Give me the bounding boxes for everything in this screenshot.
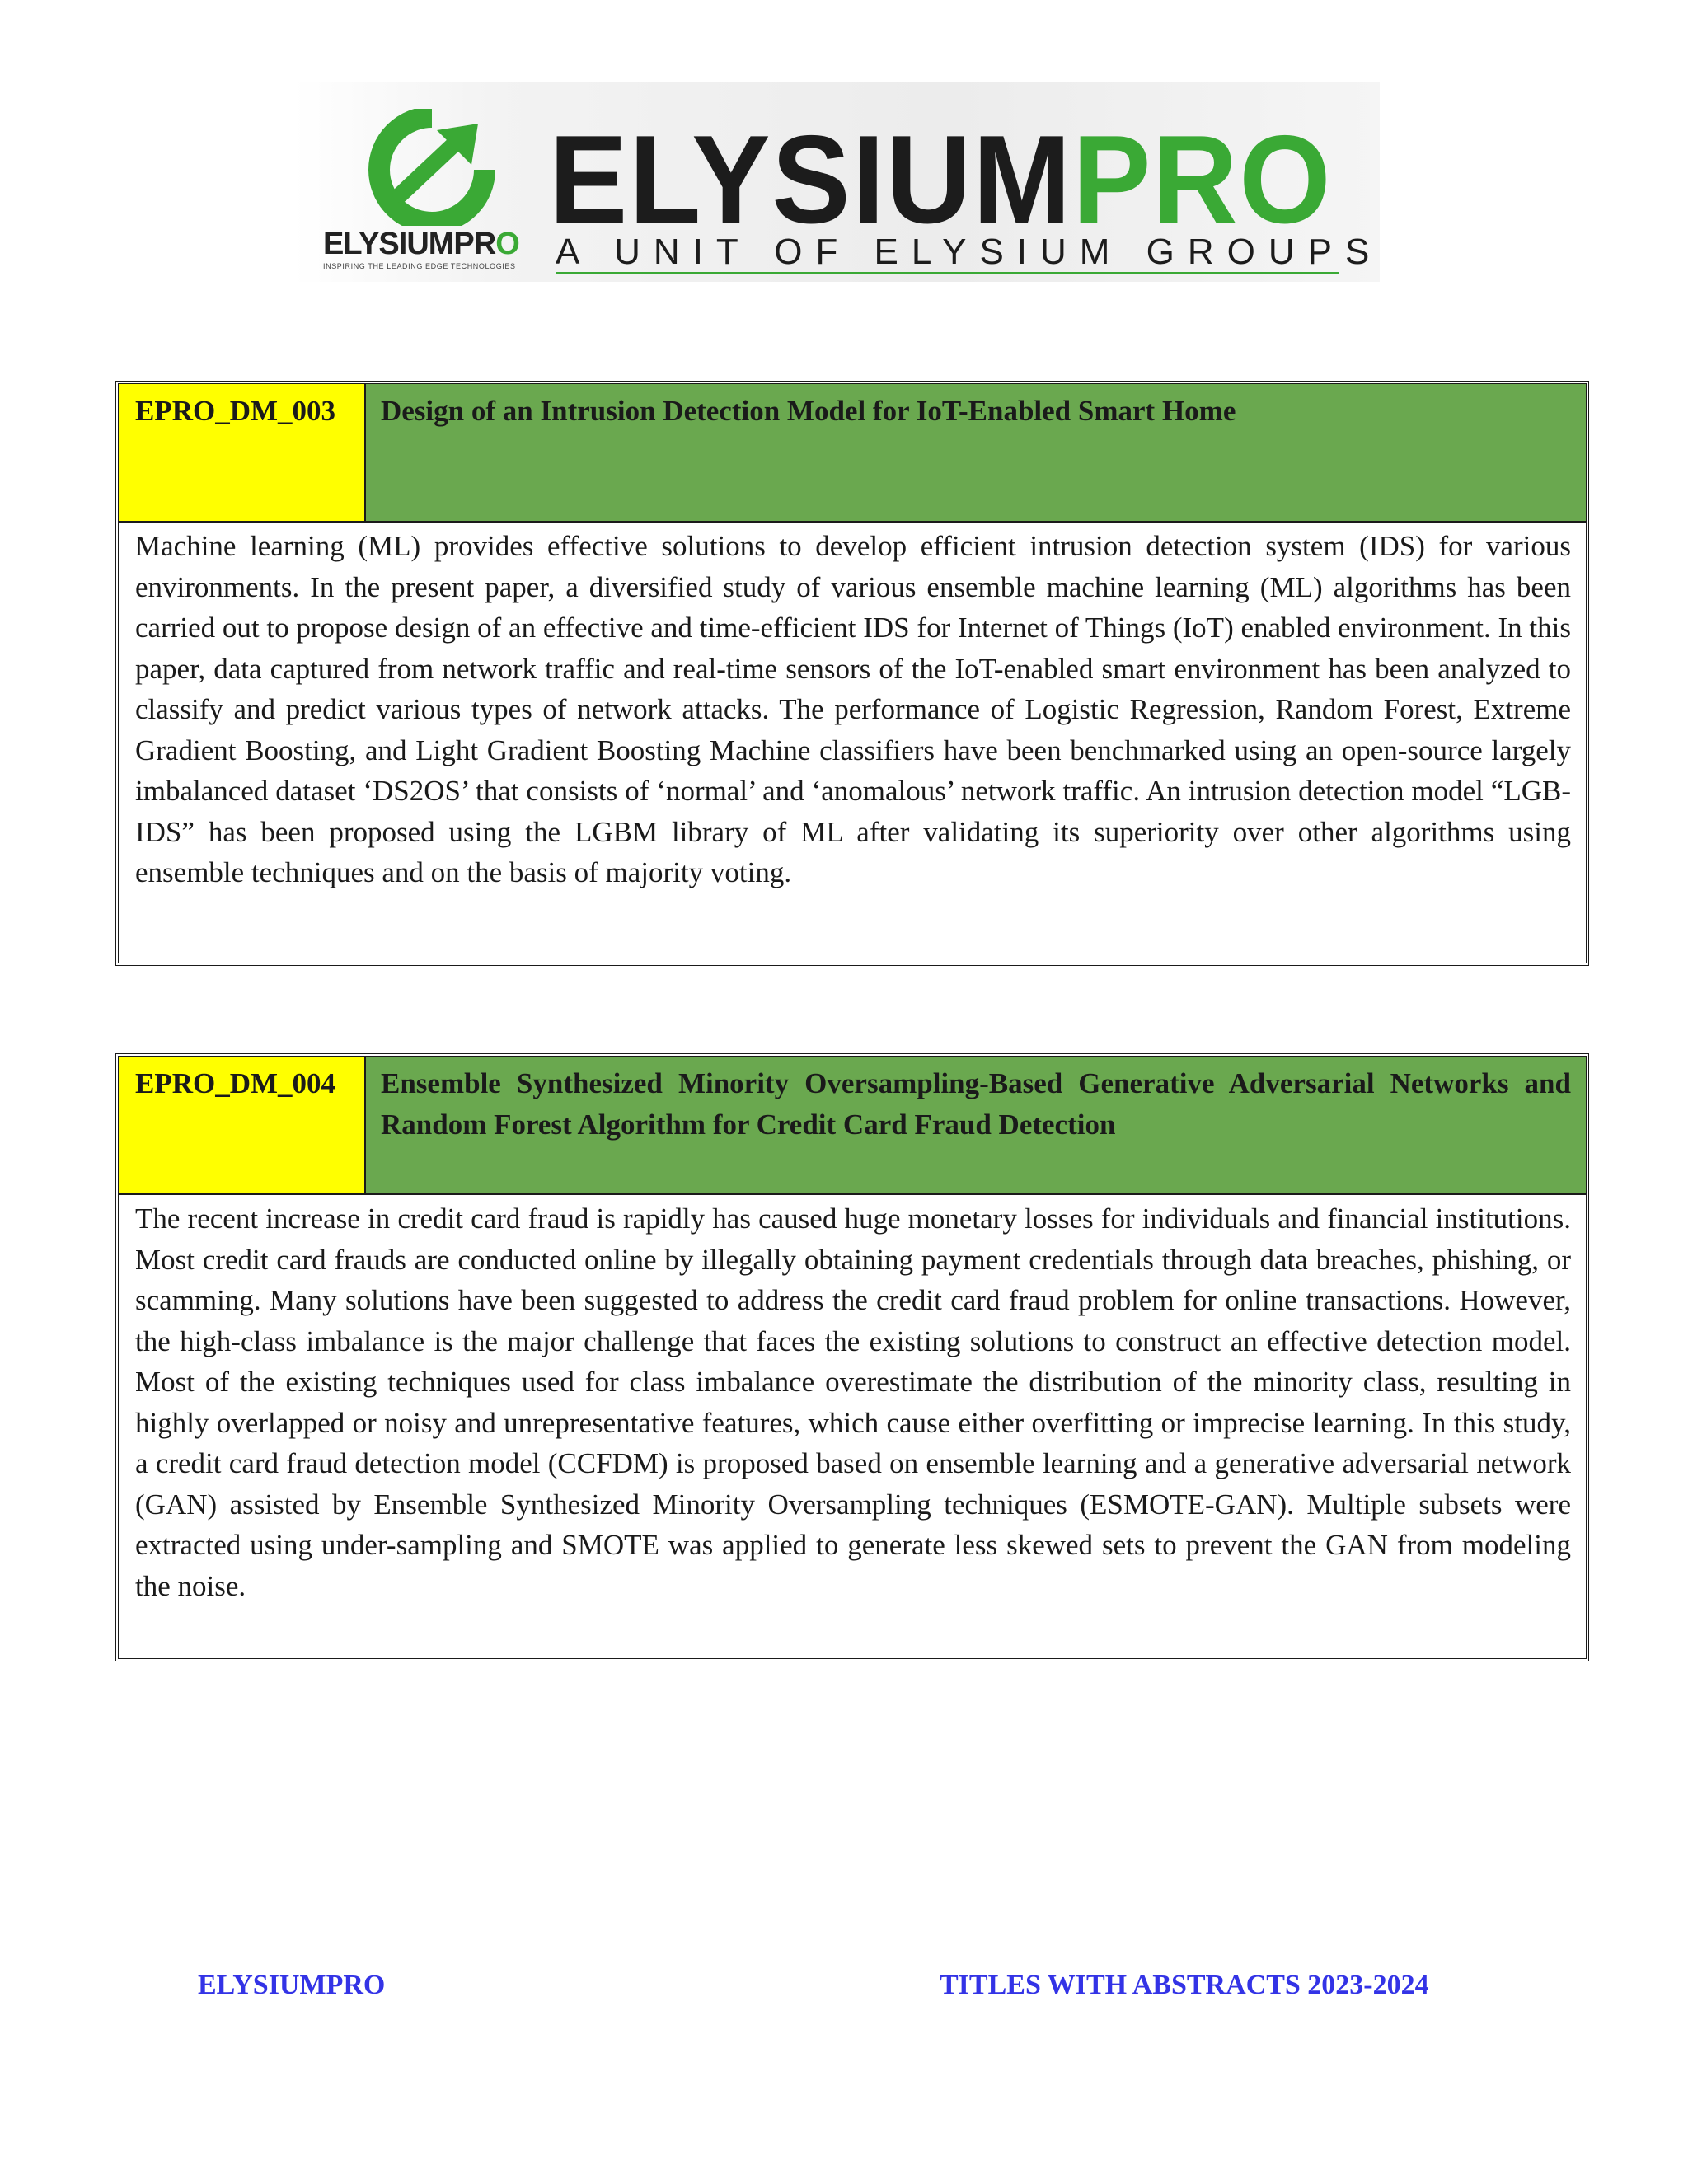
logo-tagline-rule (556, 272, 1339, 274)
project-abstract: The recent increase in credit card fraud is rapidly has caused huge monetary losses for individuals and financial institutions. Most credit card frauds are conducted online by illegally obtaining payment credentials through data breaches, phishing, or scamming. Many solutions have been suggested to address the credit card fraud problem for online transactions. However, the high-class imbalance is the major challenge that faces the existing solutions to construct an effective detection model. Most of the existing techniques used for class imbalance overestimate the distribution of the minority class, resulting in highly overlapped or noisy and unrepresentative features, which cause either overfitting or imprecise learning. In this study, a credit card fraud detection model (CCFDM) is proposed based on ensemble learning and a generative adversarial network (GAN) assisted by Ensemble Synthesized Minority Oversampling techniques (ESMOTE-GAN). Multiple subsets were extracted using under-sampling and SMOTE was applied to generate less skewed sets to prevent the GAN from modeling the noise. (135, 1202, 1571, 1602)
logo-emblem-name-green: O (495, 227, 519, 261)
logo-emblem-name (323, 227, 546, 260)
growth-arrow-logo-icon (363, 109, 501, 226)
project-title: Design of an Intrusion Detection Model for IoT-Enabled Smart Home (366, 384, 1586, 521)
logo-emblem-caption (323, 227, 546, 270)
project-title: Ensemble Synthesized Minority Oversampling-Based Generative Adversarial Networks and Random Forest Algorithm for Credit Card Fraud Detection (366, 1057, 1586, 1193)
logo-wordmark-dark: ELYSIUM (549, 110, 1073, 250)
footer-brand: ELYSIUMPRO (198, 1970, 386, 2000)
project-header (119, 1057, 1586, 1195)
logo-emblem-tagline: INSPIRING THE LEADING EDGE TECHNOLOGIES (323, 262, 516, 270)
project-code: EPRO_DM_004 (119, 1057, 366, 1193)
logo-wordmark (549, 110, 1333, 250)
logo-tagline: A UNIT OF ELYSIUM GROUPS (556, 232, 1383, 272)
project-card (115, 1053, 1589, 1661)
project-header (119, 384, 1586, 523)
project-code: EPRO_DM_003 (119, 384, 366, 521)
project-abstract: Machine learning (ML) provides effective solutions to develop efficient intrusion detection system (IDS) for various environments. In the present paper, a diversified study of various ensemble machine learning (ML) algorithms has been carried out to propose design of an effective and time-efficient IDS for Internet of Things (IoT) enabled environment. In this paper, data captured from network traffic and real-time sensors of the IoT-enabled smart environment has been analyzed to classify and predict various types of network attacks. The performance of Logistic Regression, Random Forest, Extreme Gradient Boosting, and Light Gradient Boosting Machine classifiers have been benchmarked using an open-source largely imbalanced dataset ‘DS2OS’ that consists of ‘normal’ and ‘anomalous’ network traffic. An intrusion detection model “LGB-IDS” has been proposed using the LGBM library of ML after validating its superiority over other algorithms using ensemble techniques and on the basis of majority voting. (135, 530, 1571, 888)
footer-document-title: TITLES WITH ABSTRACTS 2023-2024 (940, 1970, 1429, 2000)
logo-emblem-name-dark: ELYSIUMPR (323, 227, 496, 261)
project-card (115, 381, 1589, 966)
logo-banner (293, 82, 1383, 282)
logo-wordmark-green: PRO (1072, 110, 1333, 250)
